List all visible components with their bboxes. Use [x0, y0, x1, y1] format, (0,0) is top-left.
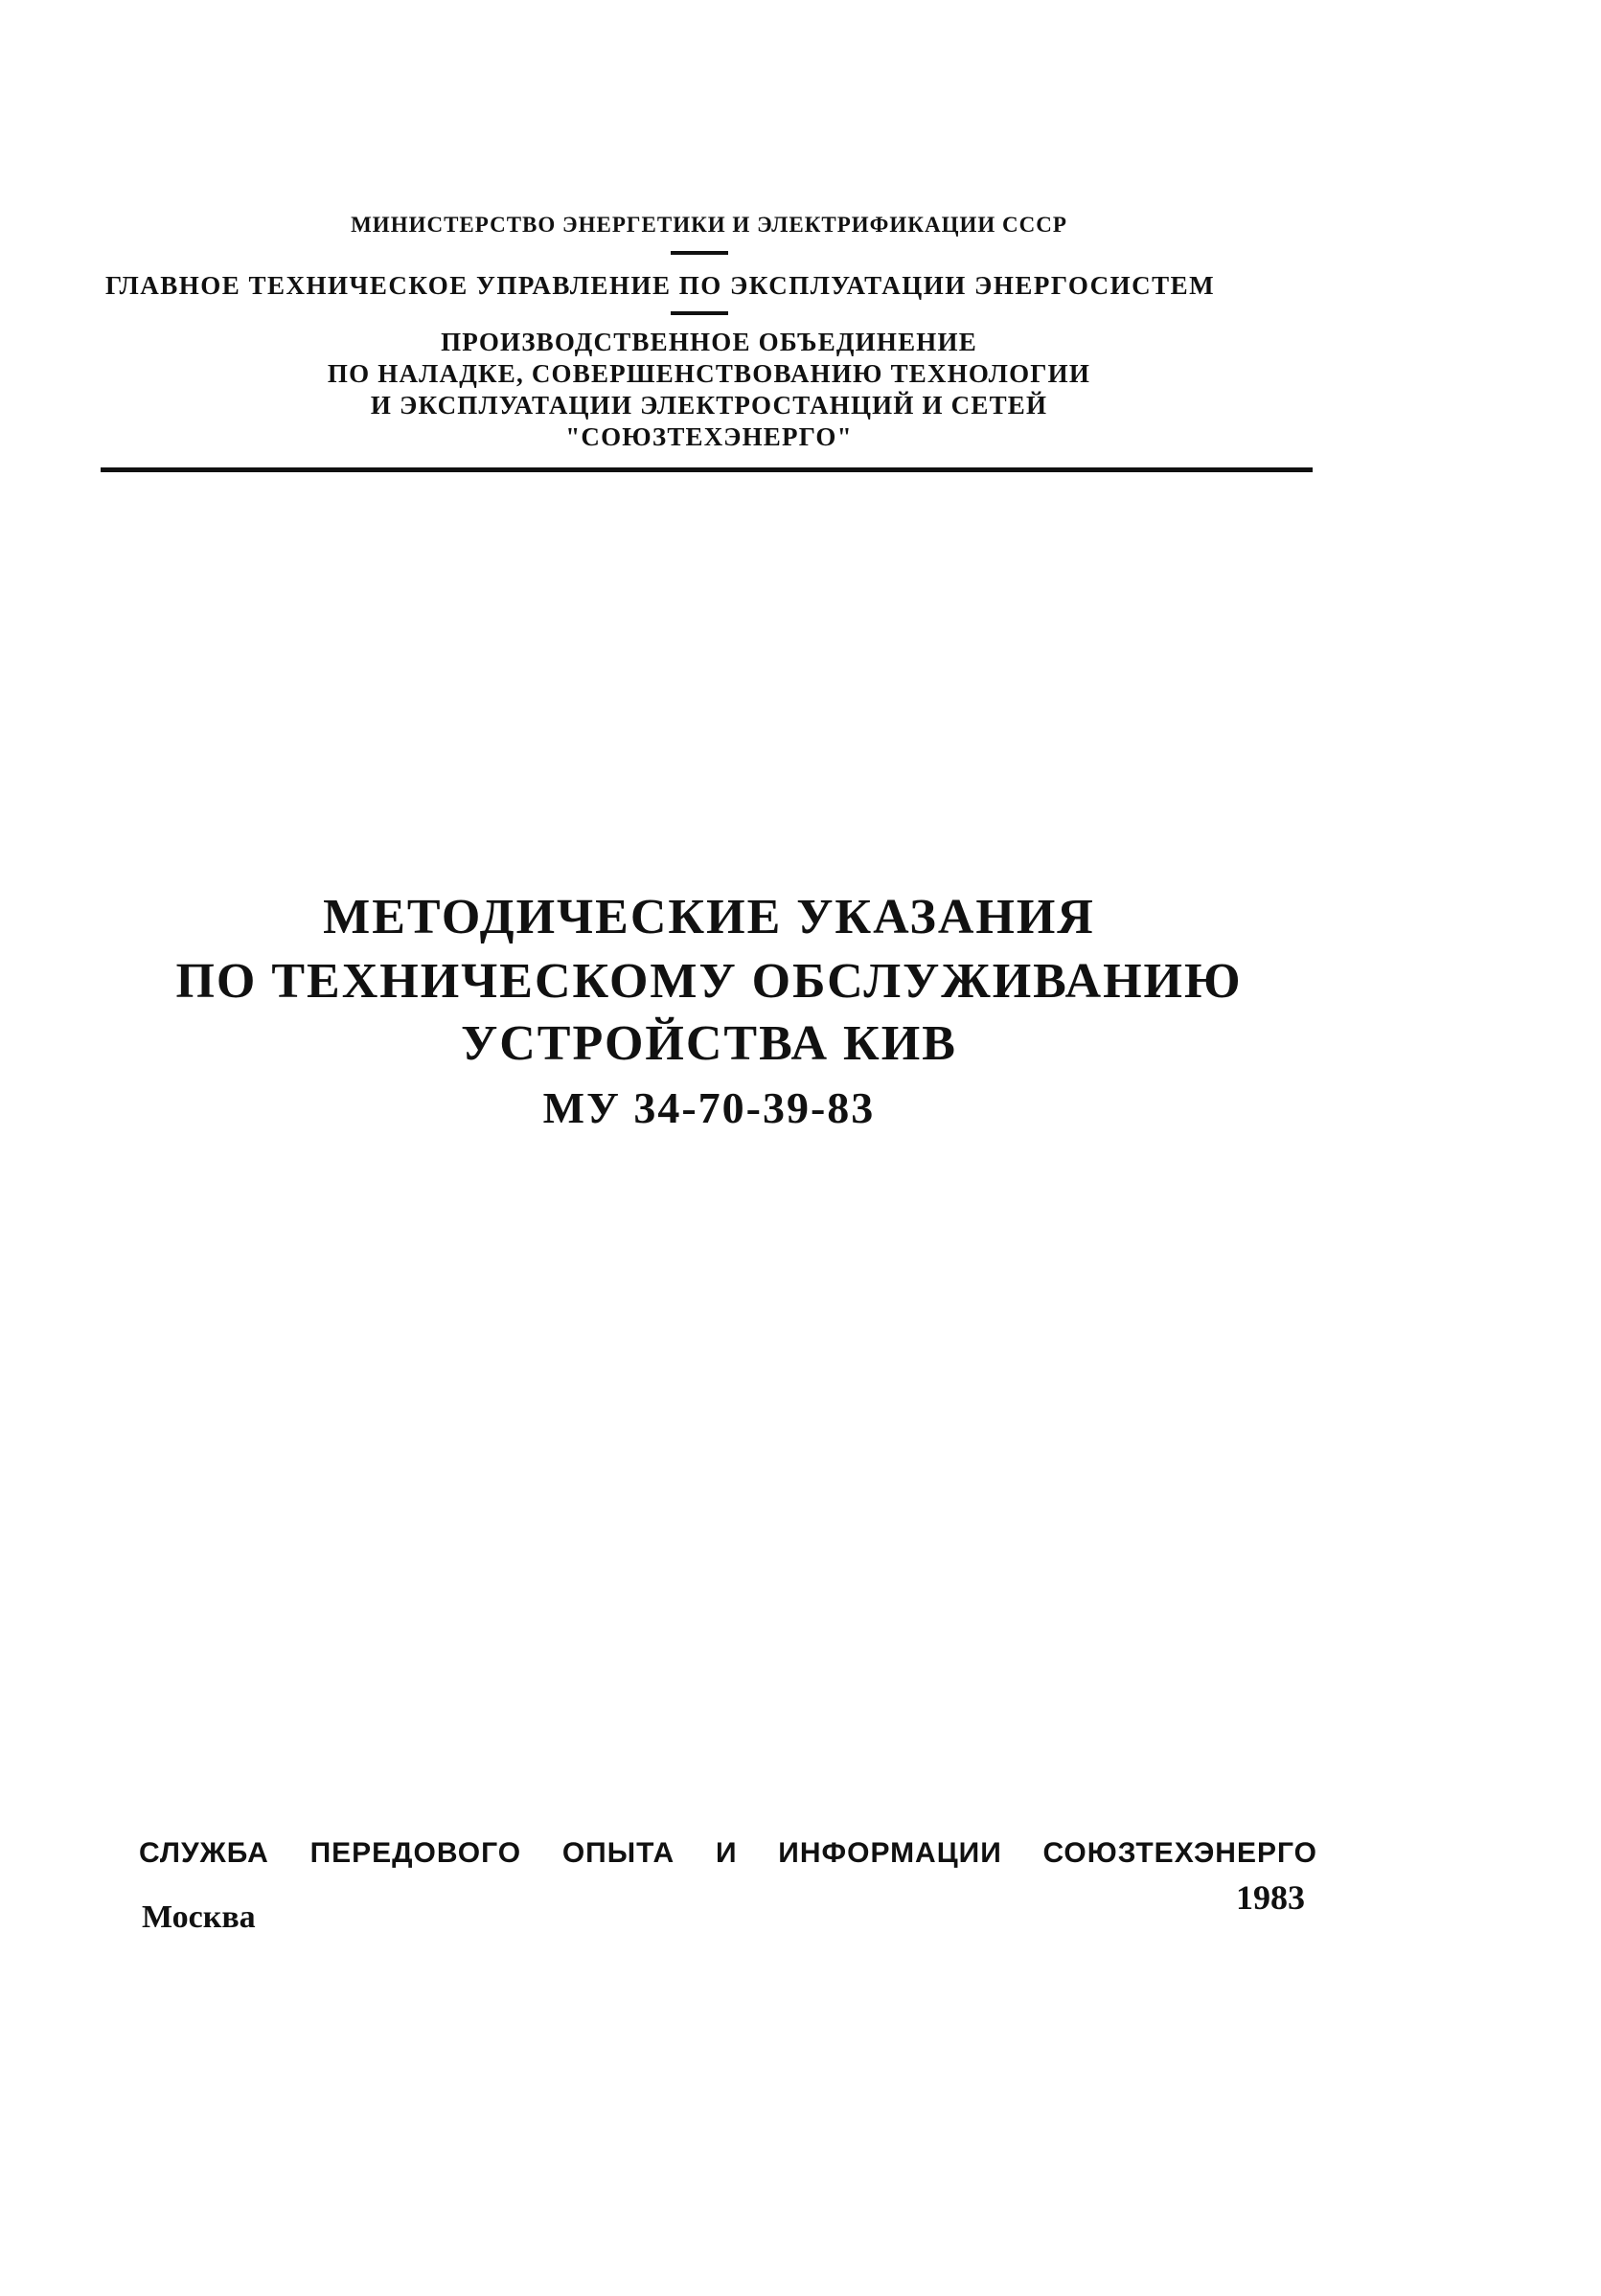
short-divider [671, 251, 728, 255]
short-divider [671, 311, 728, 315]
publication-city: Москва [142, 1899, 256, 1935]
document-title-line: МЕТОДИЧЕСКИЕ УКАЗАНИЯ [323, 890, 1095, 944]
publication-year: 1983 [1236, 1878, 1305, 1917]
association-line: ПРОИЗВОДСТВЕННОЕ ОБЪЕДИНЕНИЕ [441, 328, 977, 356]
document-code: МУ 34-70-39-83 [542, 1083, 876, 1132]
association-line: И ЭКСПЛУАТАЦИИ ЭЛЕКТРОСТАНЦИЙ И СЕТЕЙ [370, 391, 1048, 420]
header-divider [101, 467, 1313, 472]
association-line: "СОЮЗТЕХЭНЕРГО" [565, 422, 853, 451]
publisher-word: ИНФОРМАЦИИ [778, 1837, 1002, 1869]
association-line: ПО НАЛАДКЕ, СОВЕРШЕНСТВОВАНИЮ ТЕХНОЛОГИИ [327, 359, 1091, 388]
ministry-name: МИНИСТЕРСТВО ЭНЕРГЕТИКИ И ЭЛЕКТРИФИКАЦИИ СССР [351, 213, 1067, 237]
document-title-line: УСТРОЙСТВА КИВ [461, 1016, 957, 1071]
publisher-word: СЛУЖБА [139, 1837, 269, 1869]
publisher-word: И [715, 1837, 738, 1869]
document-title-line: ПО ТЕХНИЧЕСКОМУ ОБСЛУЖИВАНИЮ [175, 954, 1243, 1009]
directorate-name: ГЛАВНОЕ ТЕХНИЧЕСКОЕ УПРАВЛЕНИЕ ПО ЭКСПЛУАТАЦИИ ЭНЕРГОСИСТЕМ [105, 271, 1216, 300]
publisher-word: СОЮЗТЕХЭНЕРГО [1042, 1837, 1317, 1869]
publisher-word: ПЕРЕДОВОГО [309, 1837, 522, 1869]
publisher-service [139, 1837, 1317, 1870]
publisher-word: ОПЫТА [561, 1837, 675, 1869]
